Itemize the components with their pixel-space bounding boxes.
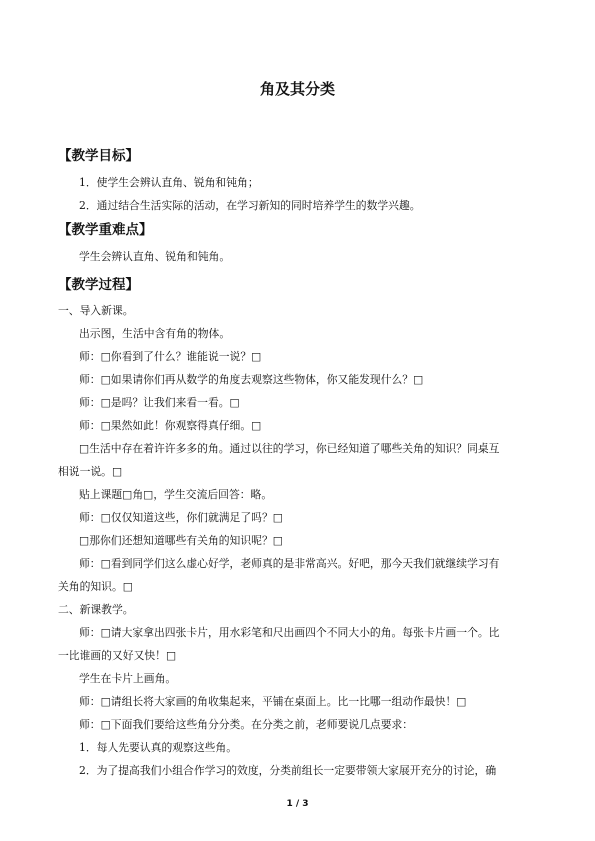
document-title: 角及其分类 [259,80,335,98]
process-line-20: 1．每人先要认真的观察这些角。 [79,741,238,754]
process-line-1: 一、导入新课。 [58,304,134,317]
process-line-17: 学生在卡片上画角。 [79,672,177,685]
process-line-13: 关角的知识。□ [58,580,133,593]
objectives-heading: 【教学目标】 [58,148,139,164]
process-line-4: 师：□如果请你们再从数学的角度去观察这些物体，你又能发现什么？□ [79,373,424,386]
process-line-12: 师：□看到同学们这么虚心好学，老师真的是非常高兴。好吧，那今天我们就继续学习有 [79,557,500,570]
process-line-10: 师：□仅仅知道这些，你们就满足了吗？□ [79,511,283,524]
keypoints-line-1: 学生会辨认直角、锐角和钝角。 [79,250,231,263]
objectives-line-1: 1．使学生会辨认直角、锐角和钝角； [79,176,259,189]
process-line-7: □生活中存在着许许多多的角。通过以往的学习，你已经知道了哪些关角的知识？同桌互 [79,442,500,455]
process-line-19: 师：□下面我们要给这些角分分类。在分类之前，老师要说几点要求： [79,718,414,731]
process-line-18: 师：□请组长将大家画的角收集起来，平铺在桌面上。比一比哪一组动作最快！□ [79,695,467,708]
process-line-14: 二、新课教学。 [58,603,134,616]
process-line-21: 2．为了提高我们小组合作学习的效度，分类前组长一定要带领大家展开充分的讨论，确 [79,764,497,777]
process-line-15: 师：□请大家拿出四张卡片，用水彩笔和尺出画四个不同大小的角。每张卡片画一个。比 [79,626,500,639]
objectives-line-2: 2．通过结合生活实际的活动，在学习新知的同时培养学生的数学兴趣。 [79,199,421,212]
process-line-8: 相说一说。□ [58,465,123,478]
keypoints-heading: 【教学重难点】 [58,222,153,238]
process-line-11: □那你们还想知道哪些有关角的知识呢？□ [79,534,283,547]
page-number: 1 / 3 [286,799,309,809]
process-line-16: 一比谁画的又好又快！□ [58,649,177,662]
process-line-2: 出示图，生活中含有角的物体。 [79,327,231,340]
process-line-9: 贴上课题□角□，学生交流后回答：略。 [79,488,273,501]
process-heading: 【教学过程】 [58,277,139,293]
process-line-3: 师：□你看到了什么？谁能说一说？□ [79,350,262,363]
process-line-5: 师：□是吗？让我们来看一看。□ [79,396,240,409]
process-line-6: 师：□果然如此！你观察得真仔细。□ [79,419,262,432]
